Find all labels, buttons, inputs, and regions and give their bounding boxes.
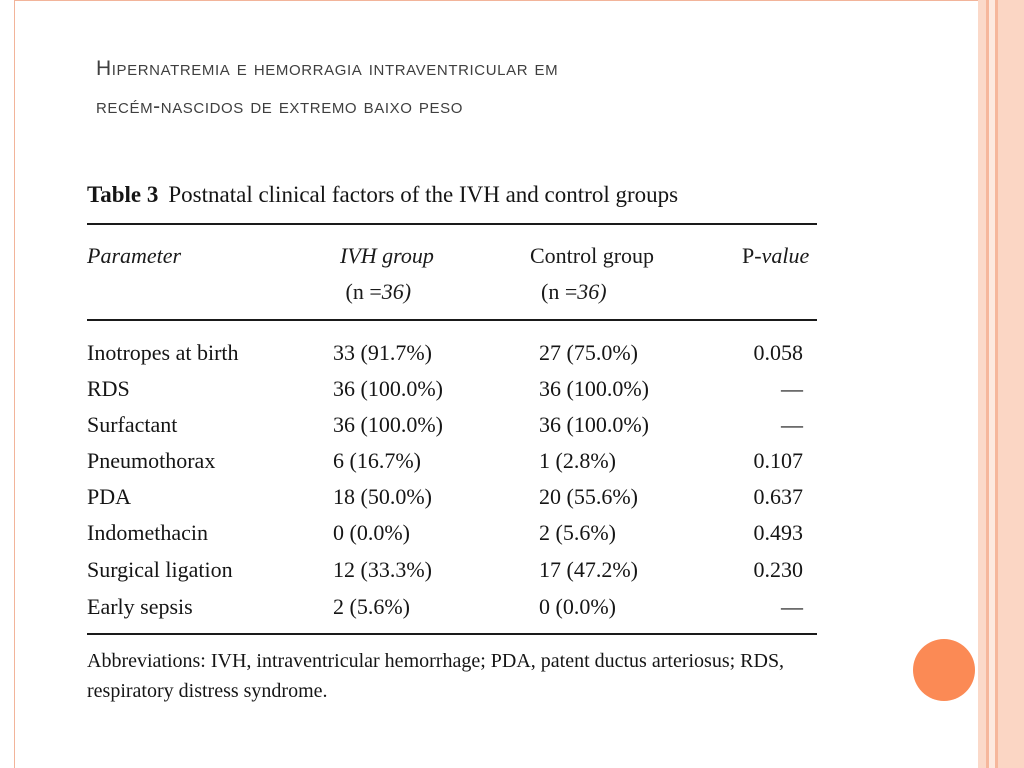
- table-row: [87, 479, 817, 515]
- cell-p-value: 0.107: [753, 448, 803, 473]
- table-label: Table 3: [87, 182, 159, 207]
- cell-ivh: 0 (0.0%): [333, 520, 410, 545]
- cell-parameter: PDA: [87, 484, 132, 509]
- header-p-suffix: value: [761, 243, 810, 268]
- header-control-group: [530, 238, 654, 310]
- slide-frame-left: [14, 0, 15, 768]
- table-bottom-rule: [87, 633, 817, 635]
- table-caption-text: Postnatal clinical factors of the IVH and control groups: [168, 182, 679, 207]
- cell-p-value: 0.058: [753, 340, 803, 365]
- table-row: [87, 407, 817, 443]
- cell-p-value: 0.493: [753, 520, 803, 545]
- table-row: [87, 335, 817, 371]
- slide-title-line-1: Hipernatremia e hemorragia intraventricular em: [96, 57, 559, 80]
- cell-control: 17 (47.2%): [539, 557, 638, 582]
- cell-p-value: —: [781, 594, 803, 619]
- header-control-label: Control group: [530, 243, 655, 268]
- cell-parameter: Early sepsis: [87, 594, 193, 619]
- decorative-stripe: [998, 0, 1024, 768]
- header-ivh-n-value: 36): [381, 279, 412, 304]
- decorative-stripe: [978, 0, 986, 768]
- header-ivh-n: [340, 279, 411, 304]
- cell-control: 20 (55.6%): [539, 484, 638, 509]
- cell-ivh: 33 (91.7%): [333, 340, 432, 365]
- cell-parameter: Indomethacin: [87, 520, 208, 545]
- header-ivh-label: IVH group: [340, 243, 434, 268]
- header-ivh-n-prefix: (n =: [345, 279, 382, 304]
- table-row: [87, 443, 817, 479]
- cell-control: 27 (75.0%): [539, 340, 638, 365]
- slide-title-line-2: recém-nascidos de extremo baixo peso: [96, 95, 463, 118]
- cell-ivh: 2 (5.6%): [333, 594, 410, 619]
- table-row: [87, 371, 817, 407]
- cell-p-value: —: [781, 412, 803, 437]
- cell-parameter: Pneumothorax: [87, 448, 216, 473]
- cell-control: 2 (5.6%): [539, 520, 616, 545]
- slide-title: [96, 50, 856, 126]
- cell-ivh: 36 (100.0%): [333, 412, 443, 437]
- cell-control: 36 (100.0%): [539, 376, 649, 401]
- header-control-n: [530, 279, 607, 304]
- cell-parameter: Surgical ligation: [87, 557, 233, 582]
- cell-p-value: 0.230: [753, 557, 803, 582]
- header-p-value: [742, 238, 809, 274]
- slide-frame-top: [14, 0, 989, 1]
- table-header-rule: [87, 319, 817, 321]
- cell-ivh: 36 (100.0%): [333, 376, 443, 401]
- cell-parameter: Inotropes at birth: [87, 340, 239, 365]
- cell-p-value: —: [781, 376, 803, 401]
- table-row: [87, 552, 817, 588]
- table-footnote: Abbreviations: IVH, intraventricular hemorrhage; PDA, patent ductus arteriosus; RDS, respiratory distress syndrome.: [87, 650, 785, 702]
- decorative-circle: [913, 639, 975, 701]
- cell-p-value: 0.637: [753, 484, 803, 509]
- header-control-n-prefix: (n =: [541, 279, 578, 304]
- header-p-prefix: P-: [742, 243, 762, 268]
- table-top-rule: [87, 223, 817, 225]
- cell-ivh: 6 (16.7%): [333, 448, 421, 473]
- header-control-n-value: 36): [577, 279, 607, 304]
- cell-control: 0 (0.0%): [539, 594, 616, 619]
- cell-control: 1 (2.8%): [539, 448, 616, 473]
- table-caption: [87, 182, 827, 208]
- cell-parameter: RDS: [87, 376, 130, 401]
- header-ivh-group: [340, 238, 434, 310]
- cell-ivh: 12 (33.3%): [333, 557, 432, 582]
- table-row: [87, 515, 817, 551]
- cell-ivh: 18 (50.0%): [333, 484, 432, 509]
- cell-control: 36 (100.0%): [539, 412, 649, 437]
- table-row: [87, 589, 817, 625]
- header-parameter: Parameter: [87, 243, 182, 268]
- cell-parameter: Surfactant: [87, 412, 178, 437]
